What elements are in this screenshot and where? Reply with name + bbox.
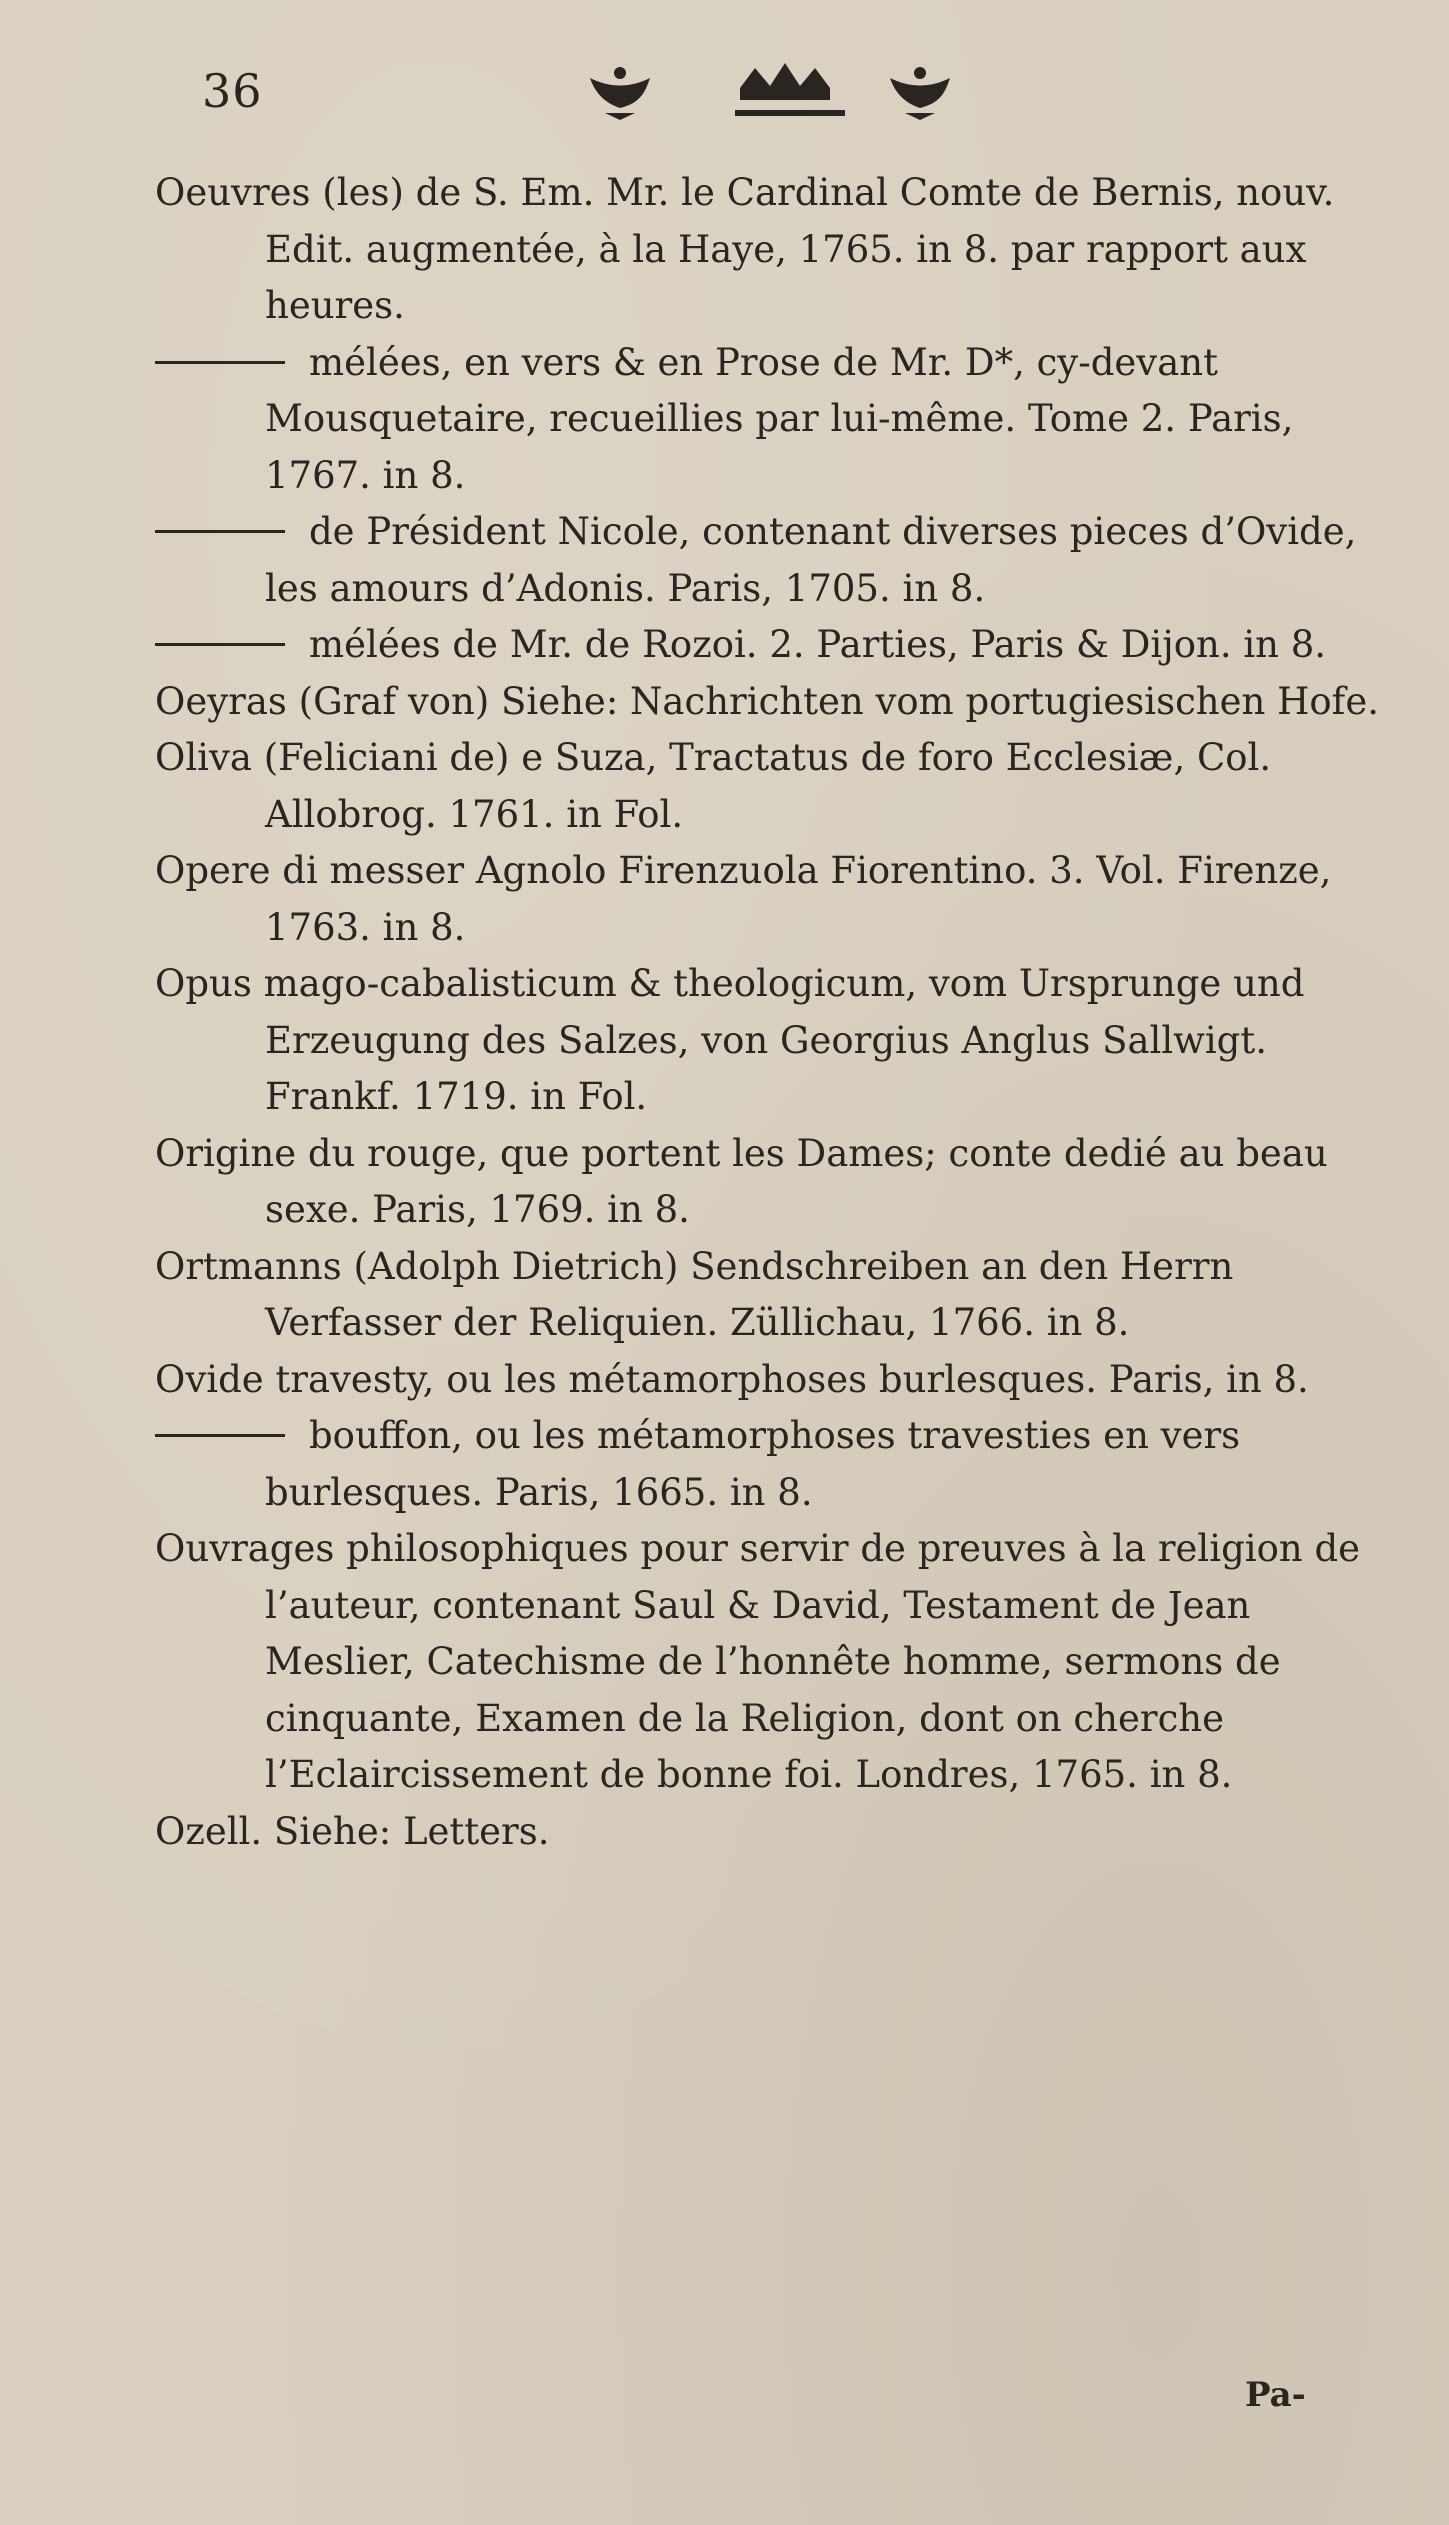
ditto-dash <box>155 530 285 533</box>
entry-oeyras: Oeyras (Graf von) Siehe: Nachrichten vom portugiesischen Hofe. <box>155 679 1379 723</box>
entry-oeuvres-bernis: Oeuvres (les) de S. Em. Mr. le Cardinal Comte de Bernis, nouv. Edit. augmentée, à la Haye, 1765. in 8. par rapport aux heures. <box>155 171 1335 327</box>
entry-ovide-bouffon: bouffon, ou les métamorphoses travesties en vers burlesques. Paris, 1665. in 8. <box>155 1408 1395 1521</box>
entry-ozell: Ozell. Siehe: Letters. <box>155 1809 550 1853</box>
entry-melees-rozoi: mélées de Mr. de Rozoi. 2. Parties, Paris & Dijon. in 8. <box>155 617 1395 674</box>
ditto-dash <box>155 361 285 364</box>
entry-ouvrages-philosophiques: Ouvrages philosophiques pour servir de preuves à la religion de l’auteur, contenant Saul & David, Testament de Jean Meslier, Catechisme de l’honnête homme, sermons de cinquante, Examen de la Religion, dont on cherche l’Eclaircissement de bonne foi. Londres, 1765. in 8. <box>155 1527 1361 1796</box>
entry-oliva: Oliva (Feliciani de) e Suza, Tractatus de foro Ecclesiæ, Col. Allobrog. 1761. in Fol. <box>155 736 1272 836</box>
entry-origine-rouge: Origine du rouge, que portent les Dames; conte dedié au beau sexe. Paris, 1769. in 8. <box>155 1131 1328 1231</box>
page-number: 36 <box>202 64 263 118</box>
entry-ortmanns: Ortmanns (Adolph Dietrich) Sendschreiben an den Herrn Verfasser der Reliquien. Züllichau, 1766. in 8. <box>155 1244 1234 1344</box>
ditto-dash <box>155 643 285 646</box>
ditto-dash <box>155 1434 285 1437</box>
entry-opus-cabalisticum: Opus mago-cabalisticum & theologicum, vom Ursprunge und Erzeugung des Salzes, von Georgius Anglus Sallwigt. Frankf. 1719. in Fol. <box>155 962 1305 1118</box>
page-header <box>150 58 1300 148</box>
entry-ovide-travesty: Ovide travesty, ou les métamorphoses burlesques. Paris, in 8. <box>155 1357 1309 1401</box>
bibliography-entries <box>155 165 1395 1860</box>
catchword: Pa- <box>1245 2375 1306 2415</box>
entry-president-nicole: de Président Nicole, contenant diverses pieces d’Ovide, les amours d’Adonis. Paris, 1705. in 8. <box>155 504 1395 617</box>
crown-ornament-icon <box>580 58 1100 128</box>
entry-opere-firenzuola: Opere di messer Agnolo Firenzuola Fiorentino. 3. Vol. Firenze, 1763. in 8. <box>155 849 1332 949</box>
entry-melees-prose: mélées, en vers & en Prose de Mr. D*, cy-devant Mousquetaire, recueillies par lui-même. Tome 2. Paris, 1767. in 8. <box>155 335 1395 505</box>
